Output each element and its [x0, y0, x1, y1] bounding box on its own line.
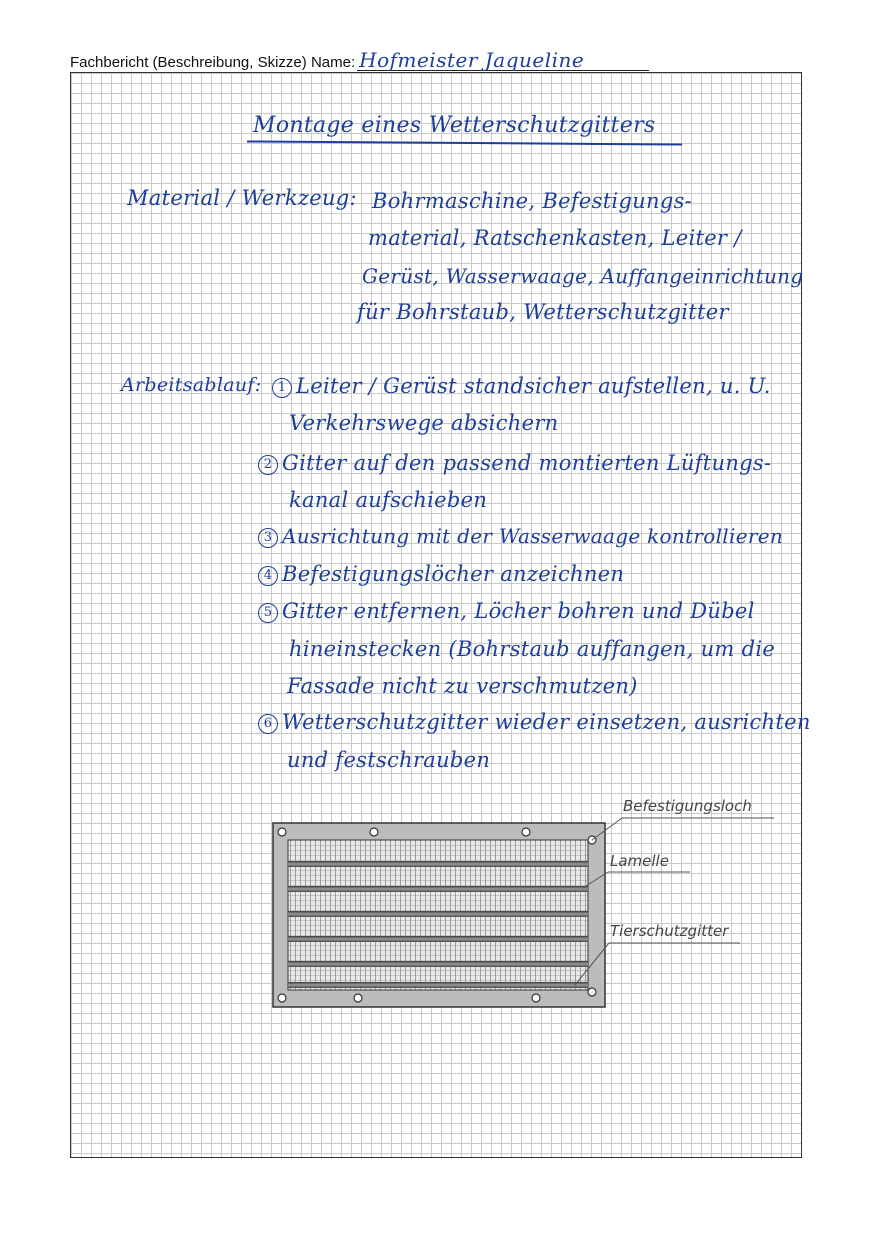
report-header — [70, 50, 649, 71]
grille-slat — [288, 911, 588, 917]
step-1 — [272, 374, 771, 398]
material-line: Bohrmaschine, Befestigungs- — [372, 189, 693, 213]
step-text: Gitter entfernen, Löcher bohren und Dübel — [282, 599, 755, 623]
step-5-continued: Fassade nicht zu verschmutzen) — [287, 674, 638, 698]
label-befestigungsloch: Befestigungsloch — [623, 797, 752, 815]
step-number: 3 — [258, 528, 278, 548]
material-line: material, Ratschenkasten, Leiter / — [368, 226, 742, 250]
mounting-hole — [588, 988, 596, 996]
header-label: Fachbericht (Beschreibung, Skizze) Name: — [70, 54, 356, 71]
label-tierschutzgitter: Tierschutzgitter — [610, 922, 729, 940]
page-title: Montage eines Wetterschutzgitters — [253, 113, 656, 138]
mounting-hole — [522, 828, 530, 836]
grille-slat — [288, 936, 588, 942]
grille-sketch — [270, 820, 610, 1010]
name-field[interactable] — [357, 50, 649, 71]
procedure-heading: Arbeitsablauf: — [121, 374, 262, 396]
grille-slat — [288, 886, 588, 892]
label-lamelle: Lamelle — [610, 852, 669, 870]
step-number: 2 — [258, 455, 278, 475]
mounting-hole — [278, 994, 286, 1002]
step-number: 5 — [258, 603, 278, 623]
material-heading: Material / Werkzeug: — [127, 186, 357, 210]
step-5 — [258, 599, 755, 623]
material-line: Gerüst, Wasserwaage, Auffangeinrichtung — [362, 264, 804, 288]
grille-slat — [288, 982, 588, 988]
mounting-hole — [370, 828, 378, 836]
step-number: 1 — [272, 378, 292, 398]
step-5-continued: hineinstecken (Bohrstaub auffangen, um die — [289, 637, 776, 661]
step-text: Gitter auf den passend montierten Lüftungs- — [282, 451, 772, 475]
mounting-hole — [532, 994, 540, 1002]
mounting-hole — [354, 994, 362, 1002]
grille-slat — [288, 861, 588, 867]
step-number: 6 — [258, 714, 278, 734]
step-6 — [258, 710, 811, 734]
step-6-continued: und festschrauben — [287, 748, 491, 772]
mounting-hole — [588, 836, 596, 844]
grille-slat — [288, 961, 588, 967]
material-line: für Bohrstaub, Wetterschutzgitter — [357, 300, 729, 324]
step-1-continued: Verkehrswege absichern — [289, 411, 559, 435]
step-3 — [258, 524, 783, 548]
step-2 — [258, 451, 771, 475]
step-text: Befestigungslöcher anzeichnen — [282, 562, 625, 586]
step-number: 4 — [258, 566, 278, 586]
step-text: Ausrichtung mit der Wasserwaage kontrollieren — [282, 524, 784, 548]
name-value: Hofmeister Jaqueline — [359, 48, 585, 72]
step-4 — [258, 562, 624, 586]
step-text: Leiter / Gerüst standsicher aufstellen, u. U. — [296, 374, 771, 398]
step-2-continued: kanal aufschieben — [289, 488, 488, 512]
step-text: Wetterschutzgitter wieder einsetzen, ausrichten — [282, 710, 811, 734]
mounting-hole — [278, 828, 286, 836]
